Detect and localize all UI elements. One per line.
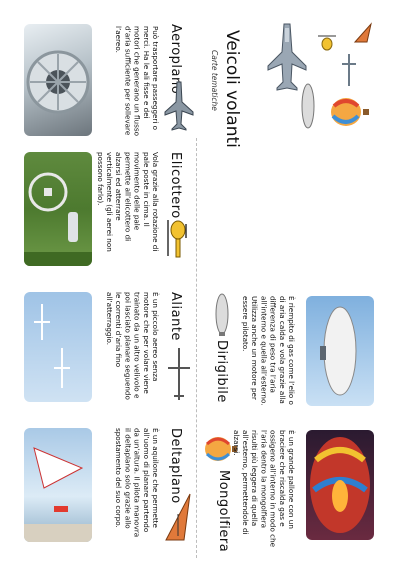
airship-illustration [300, 82, 316, 130]
dirigibile-photo [306, 296, 374, 406]
elicottero-photo [24, 152, 92, 266]
hang-glider-illustration [353, 22, 373, 44]
aliante-title: Aliante [168, 292, 183, 341]
dirigibile-icon [214, 292, 230, 340]
deltaplano-icon [164, 490, 192, 542]
deltaplano-photo [24, 428, 92, 542]
aliante-photo [24, 292, 92, 402]
elicottero-title: Elicottero [168, 152, 183, 219]
aliante-text: È un piccolo aereo senza motore che per volare viene trainato da un altro velivolo e poi lasciato planare seguendo le correnti d’aria fino all’atterraggio. [104, 292, 160, 400]
page-title: Veicoli volanti [222, 30, 242, 148]
mongolfiera-photo [306, 430, 374, 540]
hot-air-balloon-illustration [330, 96, 370, 128]
deltaplano-text: È un aquilone che permette all’uomo di planare partendo da un’altura. Il pilota manovra il deltaplano solo grazie allo spostamento del suo corpo. [114, 428, 160, 538]
elicottero-icon [166, 212, 192, 264]
aeroplano-photo [24, 24, 92, 136]
page-subtitle: Carte tematiche [210, 50, 219, 111]
helicopter-illustration [318, 32, 336, 54]
aliante-icon [166, 346, 192, 402]
dirigibile-title: Dirigibile [214, 340, 229, 403]
mongolfiera-title: Mongolfiera [216, 470, 231, 553]
deltaplano-title: Deltaplano [168, 428, 183, 504]
dirigibile-text: È riempito di gas come l’elio o di aria calda e vola grazie alla differenza di peso tra l’aria all’interno e quella all’esterno. Utilizza anche un motore per essere pilotato. [240, 296, 296, 406]
mongolfiera-text: È un grande pallone con un braciere che riscalda gas e ossigeno all’interno in modo che l’aria dentro la mongolfiera risulti più leggera di quella all’esterno, permettendole di alzarsi. [231, 430, 296, 548]
aeroplano-text: Può trasportare passeggeri o merci. Ha le ali fisse e dei motori che generano un flusso d’aria sufficiente per sollevare l’aereo. [114, 26, 160, 136]
glider-illustration [342, 54, 356, 86]
cut-line [196, 138, 197, 558]
elicottero-text: Vola grazie alla rotazione di pale poste in cima. Il movimento delle pale permette all’elicottero di alzarsi ed atterrare verticalmente (gli aerei non possono farlo). [95, 152, 160, 252]
aeroplano-icon [164, 80, 194, 132]
aeroplano-title: Aeroplano [168, 24, 183, 95]
